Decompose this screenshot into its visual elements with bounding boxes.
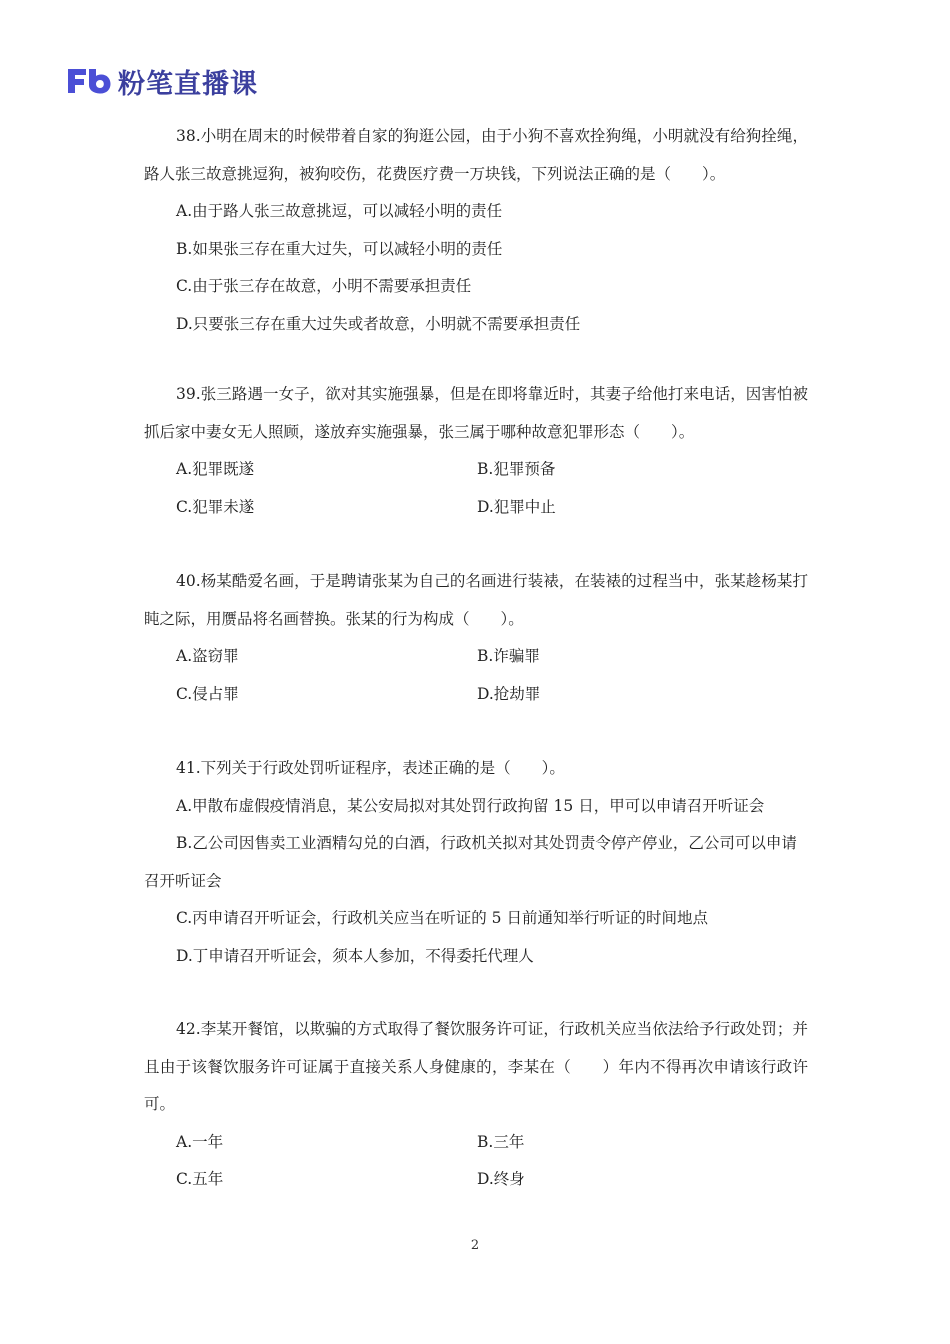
question-stem: 41.下列关于行政处罚听证程序，表述正确的是（ ）。	[176, 759, 565, 777]
option-d: D.只要张三存在重大过失或者故意，小明就不需要承担责任	[176, 314, 581, 333]
option-b: B.乙公司因售卖工业酒精勾兑的白酒，行政机关拟对其处罚责令停产停业，乙公司可以申请召开听证会	[144, 834, 797, 890]
option-c: C.犯罪未遂	[176, 497, 255, 516]
option-a: A.犯罪既遂	[176, 460, 255, 478]
brand-name: 粉笔直播课	[118, 68, 258, 100]
question-38	[144, 118, 808, 343]
question-stem: 38.小明在周末的时候带着自家的狗逛公园，由于小狗不喜欢拴狗绳，小明就没有给狗拴绳，路人张三故意挑逗狗，被狗咬伤，花费医疗费一万块钱，下列说法正确的是（ ）。	[144, 127, 808, 183]
option-b: B.如果张三存在重大过失，可以减轻小明的责任	[176, 239, 503, 258]
option-b: B.三年	[477, 1132, 525, 1151]
question-stem: 39.张三路遇一女子，欲对其实施强暴，但是在即将靠近时，其妻子给他打来电话，因害怕被抓后家中妻女无人照顾，遂放弃实施强暴，张三属于哪种故意犯罪形态（ ）。	[144, 385, 808, 441]
option-a: A.甲散布虚假疫情消息，某公安局拟对其处罚行政拘留 15 日，甲可以申请召开听证会	[176, 796, 765, 815]
option-c: C.侵占罪	[176, 684, 239, 703]
option-c: C.五年	[176, 1170, 224, 1188]
option-b: B.诈骗罪	[477, 647, 540, 665]
question-stem: 42.李某开餐馆，以欺骗的方式取得了餐饮服务许可证，行政机关应当依法给予行政处罚；并且由于该餐饮服务许可证属于直接关系人身健康的，李某在（ ）年内不得再次申请该行政许可。	[144, 1020, 808, 1113]
option-b: B.犯罪预备	[477, 460, 556, 478]
option-c: C.由于张三存在故意，小明不需要承担责任	[176, 277, 472, 295]
option-d: D.终身	[477, 1170, 525, 1188]
option-d: D.犯罪中止	[477, 497, 556, 516]
question-stem: 40.杨某酷爱名画，于是聘请张某为自己的名画进行装裱，在装裱的过程当中，张某趁杨某打盹之际，用赝品将名画替换。张某的行为构成（ ）。	[144, 572, 808, 628]
question-39	[144, 376, 808, 526]
question-40	[144, 563, 808, 713]
option-c: C.丙申请召开听证会，行政机关应当在听证的 5 日前通知举行听证的时间地点	[176, 909, 708, 927]
option-a: A.一年	[176, 1132, 224, 1151]
fenbi-logo-icon	[66, 67, 112, 95]
option-a: A.由于路人张三故意挑逗，可以减轻小明的责任	[176, 202, 503, 220]
brand-logo	[66, 63, 258, 99]
option-d: D.抢劫罪	[477, 684, 541, 703]
question-41	[144, 750, 808, 975]
question-42	[144, 1011, 808, 1199]
page-number: 2	[470, 1238, 480, 1253]
option-a: A.盗窃罪	[176, 647, 239, 665]
option-d: D.丁申请召开听证会，须本人参加，不得委托代理人	[176, 946, 534, 965]
